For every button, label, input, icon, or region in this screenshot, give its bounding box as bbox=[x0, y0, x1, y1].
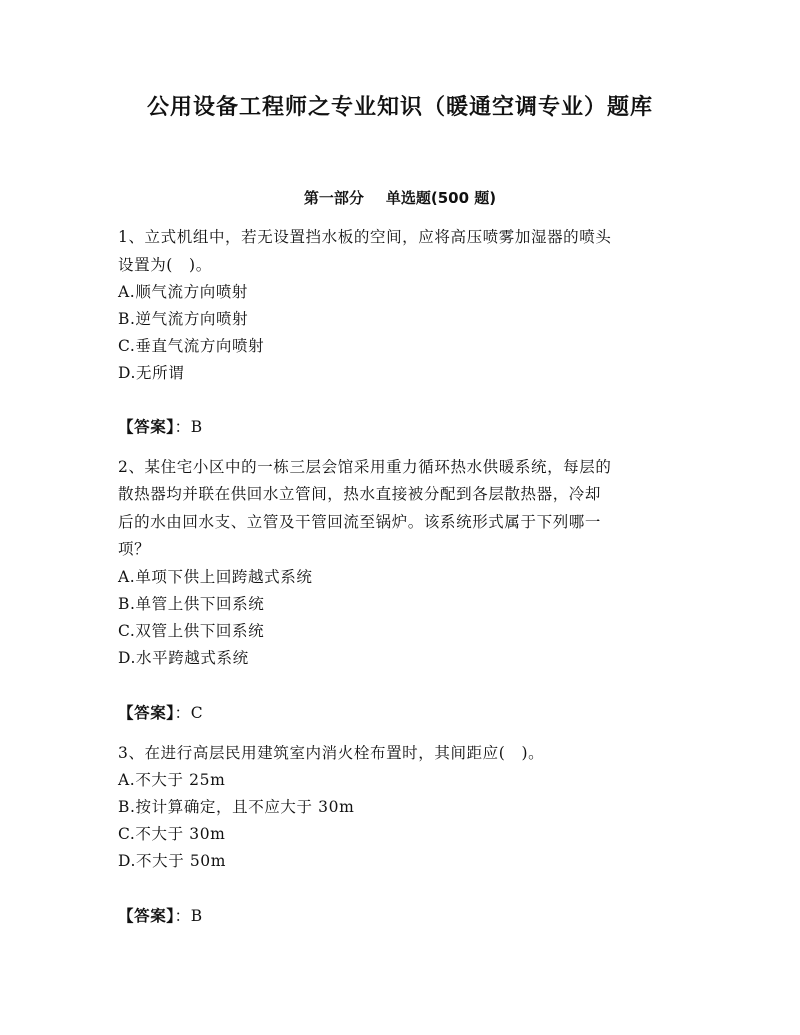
question-stem-line: 1、立式机组中，若无设置挡水板的空间，应将高压喷雾加湿器的喷头 bbox=[118, 228, 612, 246]
answer-separator: ： bbox=[174, 704, 191, 722]
question-stem-line: 项？ bbox=[118, 540, 151, 558]
question-stem-line: 设置为( )。 bbox=[118, 256, 212, 274]
option-b: B.逆气流方向喷射 bbox=[118, 310, 249, 328]
answer-line bbox=[118, 905, 688, 927]
answer-separator: ： bbox=[174, 418, 191, 436]
answer-value: B bbox=[190, 418, 203, 436]
option-a: A.单项下供上回跨越式系统 bbox=[118, 568, 313, 586]
question-stem-line: 3、在进行高层民用建筑室内消火栓布置时，其间距应( )。 bbox=[118, 744, 545, 762]
option-d: D.不大于 50m bbox=[118, 852, 227, 870]
question-stem-line: 2、某住宅小区中的一栋三层会馆采用重力循环热水供暖系统，每层的 bbox=[118, 458, 612, 476]
option-d: D.水平跨越式系统 bbox=[118, 649, 249, 667]
question-stem-line: 后的水由回水支、立管及干管回流至锅炉。该系统形式属于下列哪一 bbox=[118, 513, 602, 531]
answer-line bbox=[118, 702, 688, 724]
option-d: D.无所谓 bbox=[118, 364, 185, 382]
document-title: 公用设备工程师之专业知识（暖通空调专业）题库 bbox=[146, 95, 653, 120]
answer-line bbox=[118, 416, 688, 438]
answer-value: B bbox=[190, 907, 203, 925]
option-a: A.不大于 25m bbox=[118, 771, 226, 789]
question-stem-line: 散热器均并联在供回水立管间，热水直接被分配到各层散热器，冷却 bbox=[118, 485, 602, 503]
section-name: 单选题(500 题) bbox=[385, 189, 497, 207]
option-b: B.单管上供下回系统 bbox=[118, 595, 265, 613]
option-c: C.不大于 30m bbox=[118, 825, 226, 843]
answer-label: 【答案】 bbox=[118, 704, 175, 722]
option-b: B.按计算确定，且不应大于 30m bbox=[118, 798, 355, 816]
answer-value: C bbox=[190, 704, 204, 722]
option-c: C.双管上供下回系统 bbox=[118, 622, 265, 640]
option-c: C.垂直气流方向喷射 bbox=[118, 337, 265, 355]
section-heading bbox=[0, 187, 800, 208]
answer-label: 【答案】 bbox=[118, 907, 175, 925]
answer-label: 【答案】 bbox=[118, 418, 175, 436]
option-a: A.顺气流方向喷射 bbox=[118, 283, 249, 301]
section-part: 第一部分 bbox=[303, 189, 364, 207]
answer-separator: ： bbox=[174, 907, 191, 925]
